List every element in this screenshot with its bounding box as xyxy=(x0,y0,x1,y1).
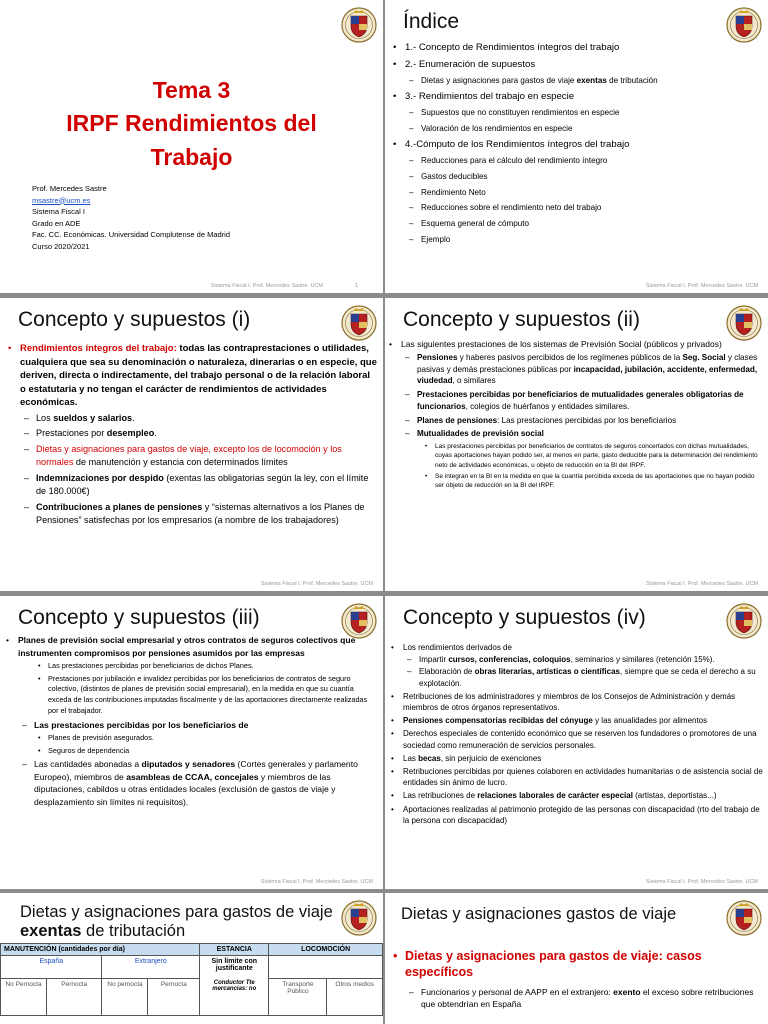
estancia-sin-limite: Sin límite con justificante Conductor Tte mercancías: no xyxy=(200,956,269,1016)
list-item: • 4.-Cómputo de los Rendimientos íntegros del trabajo xyxy=(393,137,763,154)
slide-dietas-casos xyxy=(385,893,768,1024)
list-item: – Prestaciones percibidas por beneficiarios de mutualidades generales obligatorias de funcionarios, colegios de huérfanos y entidades similares. xyxy=(405,389,763,412)
bullet-list xyxy=(6,634,374,808)
list-item: – Esquema general de cómputo xyxy=(409,216,763,232)
university-seal-icon xyxy=(726,899,762,937)
cell-no-pernocta: No Pernocta xyxy=(1,979,47,1016)
bullet-list xyxy=(8,342,378,528)
list-item: – Valoración de los rendimientos en especie xyxy=(409,121,763,137)
list-item: • Las prestaciones percibidas por beneficiarios de contratos de seguros concertados con dichas mutualidades, cuyas aportaciones hayan podido ser, al menos en parte, gasto deducible para la determinación del rendimiento neto de actividades económicas, u objeto de reducción en la BI del IRPF. xyxy=(425,442,763,470)
list-item: – Planes de pensiones: Las prestaciones percibidas por los beneficiarios xyxy=(405,415,763,427)
slide-title: Concepto y supuestos (iii) xyxy=(18,606,260,629)
list-item: • Retribuciones percibidas por quienes colaboren en actividades humanitarias o de asistencia social de entidades sin ánimo de lucro. xyxy=(391,766,763,788)
slide-footer: Sistema Fiscal I. Prof. Mercedes Sastre. UCM xyxy=(645,879,758,885)
list-item: • Planes de previsión social empresarial y otros contratos de seguros colectivos que instrumenten compromisos por pensiones asumidos por las empresas xyxy=(6,634,374,659)
list-item: – Ejemplo xyxy=(409,232,763,248)
university-seal-icon xyxy=(341,304,377,342)
university-seal-icon xyxy=(341,6,377,44)
list-item: • Rendimientos íntegros del trabajo: todas las contraprestaciones o utilidades, cualquiera que sea su denominación o naturaleza, dinerarias o en especie, que deriven, directa o indirectamente, del trabajo personal o de la relación laboral o estatutaria y no tengan el carácter de rendimientos de actividades económicas. xyxy=(8,342,378,410)
list-item: • Las becas, sin perjuicio de exenciones xyxy=(391,753,763,764)
cell-pernocta: Pernocta xyxy=(148,979,200,1016)
list-item: – Reducciones para el cálculo del rendimiento íntegro xyxy=(409,153,763,169)
bullet-list xyxy=(393,948,763,1010)
list-item: – Indemnizaciones por despido (exentas las obligatorias según la ley, con el límite de 180.000€) xyxy=(24,472,378,499)
list-item: • Prestaciones por jubilación e invalidez percibidas por los beneficiarios de contratos de seguro colectivo, (distintos de planes de previsión social empresarial), en la medida en que su cuantía exceda de las contribuciones imputadas fiscalmente y de las aportaciones directamente realizadas por el trabajador. xyxy=(38,674,374,717)
list-item: • Los rendimientos derivados de xyxy=(391,642,763,653)
slide-footer: Sistema Fiscal I. Prof. Mercedes Sastre. UCM xyxy=(645,283,758,289)
list-item: • Las retribuciones de relaciones laborales de carácter especial (artistas, deportistas...) xyxy=(391,790,763,801)
header-estancia: ESTANCIA xyxy=(200,944,269,956)
slide-title-line-1: Tema 3 xyxy=(152,77,231,103)
locomocion-blank xyxy=(269,956,383,979)
university-seal-icon xyxy=(726,304,762,342)
author-email-link[interactable]: msastre@ucm.es xyxy=(32,195,91,205)
list-item: • 2.- Enumeración de supuestos xyxy=(393,57,763,74)
list-item: – Gastos deducibles xyxy=(409,169,763,185)
list-item: – Dietas y asignaciones para gastos de viaje exentas de tributación xyxy=(409,73,763,89)
cell-pernocta: Pernocta xyxy=(47,979,102,1016)
slide-footer: Sistema Fiscal I. Prof. Mercedes Sastre. UCM xyxy=(210,283,323,289)
slide-title: Dietas y asignaciones gastos de viaje xyxy=(401,905,677,923)
list-item: • Las prestaciones percibidas por beneficiarios de dichos Planes. xyxy=(38,661,374,672)
list-item: • Dietas y asignaciones para gastos de viaje: casos específicos xyxy=(393,948,763,980)
slide-index xyxy=(385,0,768,293)
bullet-list xyxy=(391,640,763,826)
slide-concepto-ii xyxy=(385,298,768,591)
author-name: Prof. Mercedes Sastre xyxy=(32,184,107,193)
list-item: • Pensiones compensatorias recibidas del cónyuge y las anualidades por alimentos xyxy=(391,715,763,726)
subheader-espana: España xyxy=(1,956,102,979)
list-item: – Rendimiento Neto xyxy=(409,185,763,201)
list-item: – Pensiones y haberes pasivos percibidos de los regímenes públicos de la Seg. Social y clases pasivas y demás prestaciones públicas por incapacidad, jubilación, accidente, enfermedad, viudedad, o similares xyxy=(405,352,763,387)
slide-footer: Sistema Fiscal I. Prof. Mercedes Sastre. UCM xyxy=(260,581,373,587)
slide-footer: Sistema Fiscal I. Prof. Mercedes Sastre. UCM xyxy=(645,581,758,587)
slide-concepto-i xyxy=(0,298,383,591)
slide-title: Dietas y asignaciones para gastos de viaje exentas de tributación xyxy=(20,903,333,940)
faculty-name: Fac. CC. Económicas. Universidad Complutense de Madrid xyxy=(32,230,230,239)
slide-title-line-3: Trabajo xyxy=(150,144,233,170)
cell-transporte-publico: Transporte Público xyxy=(269,979,327,1016)
list-item: • Seguros de dependencia xyxy=(38,746,374,757)
slide-title: Concepto y supuestos (iv) xyxy=(403,606,646,629)
list-item: – Elaboración de obras literarias, artísticas o científicas, siempre que se ceda el derecho a su explotación. xyxy=(407,666,763,688)
university-seal-icon xyxy=(726,602,762,640)
slide-concepto-iv xyxy=(385,596,768,889)
slide-footer: Sistema Fiscal I. Prof. Mercedes Sastre. UCM xyxy=(260,879,373,885)
author-block xyxy=(32,183,230,252)
header-manutencion: MANUTENCIÓN (cantidades por día) xyxy=(1,944,200,956)
list-item: • Aportaciones realizadas al patrimonio protegido de las personas con discapacidad (rto del trabajo de la persona con discapacidad) xyxy=(391,804,763,826)
list-item: – Dietas y asignaciones para gastos de viaje, excepto los de locomoción y los normales de manutención y estancia con determinados límites xyxy=(24,443,378,470)
slide-title xyxy=(0,0,383,293)
slide-title: Concepto y supuestos (ii) xyxy=(403,308,640,331)
degree-name: Grado en ADE xyxy=(32,218,81,228)
slide-title: Concepto y supuestos (i) xyxy=(18,308,251,331)
list-item: • 1.- Concepto de Rendimientos íntegros del trabajo xyxy=(393,40,763,57)
cell-otros-medios: Otros medios xyxy=(327,979,383,1016)
list-item: • Se integran en la BI en la medida en que la cuantía percibida exceda de las aportaciones que no hayan podido ser objeto de reducción en la BI del IRPF. xyxy=(425,472,763,491)
list-item: – Funcionarios y personal de AAPP en el extranjero: exento el exceso sobre retribuciones que obtendrían en España xyxy=(409,986,763,1010)
header-locomocion: LOCOMOCIÓN xyxy=(269,944,383,956)
university-seal-icon xyxy=(341,899,377,937)
list-item: • Las siguientes prestaciones de los sistemas de Previsión Social (públicos y privados) xyxy=(389,338,763,350)
slide-dietas-exentas xyxy=(0,893,383,1024)
list-item: • Retribuciones de los administradores y miembros de los Consejos de Administración y demás miembros de otros órganos representativos. xyxy=(391,691,763,713)
course-name: Sistema Fiscal I xyxy=(32,207,85,216)
list-item: – Supuestos que no constituyen rendimientos en especie xyxy=(409,105,763,121)
academic-year: Curso 2020/2021 xyxy=(32,241,90,251)
slide-title-line-2: IRPF Rendimientos del xyxy=(66,110,317,136)
slide-title: Índice xyxy=(403,10,460,33)
list-item: – Contribuciones a planes de pensiones y “sistemas alternativos a los Planes de Pensiones” satisfechas por los empresarios (a nombre de los trabajadores) xyxy=(24,501,378,528)
list-item: • 3.- Rendimientos del trabajo en especie xyxy=(393,89,763,106)
list-item: • Derechos especiales de contenido económico que se reserven los fundadores o promotores de una sociedad como remuneración de servicios personales. xyxy=(391,728,763,750)
list-item: • Planes de previsión asegurados. xyxy=(38,733,374,744)
dietas-table xyxy=(0,943,383,1016)
list-item: – Impartir cursos, conferencias, coloquios, seminarios y similares (retención 15%). xyxy=(407,654,763,665)
list-item: – Las prestaciones percibidas por los beneficiarios de xyxy=(22,719,374,732)
university-seal-icon xyxy=(726,6,762,44)
list-item: – Reducciones sobre el rendimiento neto del trabajo xyxy=(409,200,763,216)
list-item: – Prestaciones por desempleo. xyxy=(24,427,378,441)
index-list xyxy=(393,40,763,247)
page-number: 1 xyxy=(354,283,358,289)
list-item: – Las cantidades abonadas a diputados y senadores (Cortes generales y parlamento Europeo), miembros de asambleas de CCAA, concejales y miembros de las diputaciones, cabildos u otras entidades locales (exclusión de gastos de viaje y desplazamiento sin límites ni requisitos). xyxy=(22,758,374,808)
subheader-extranjero: Extranjero xyxy=(102,956,200,979)
list-item: – Mutualidades de previsión social xyxy=(405,428,763,440)
cell-no-pernocta: No pernocta xyxy=(102,979,148,1016)
list-item: – Los sueldos y salarios. xyxy=(24,412,378,426)
slide-concepto-iii xyxy=(0,596,383,889)
bullet-list xyxy=(389,338,763,490)
